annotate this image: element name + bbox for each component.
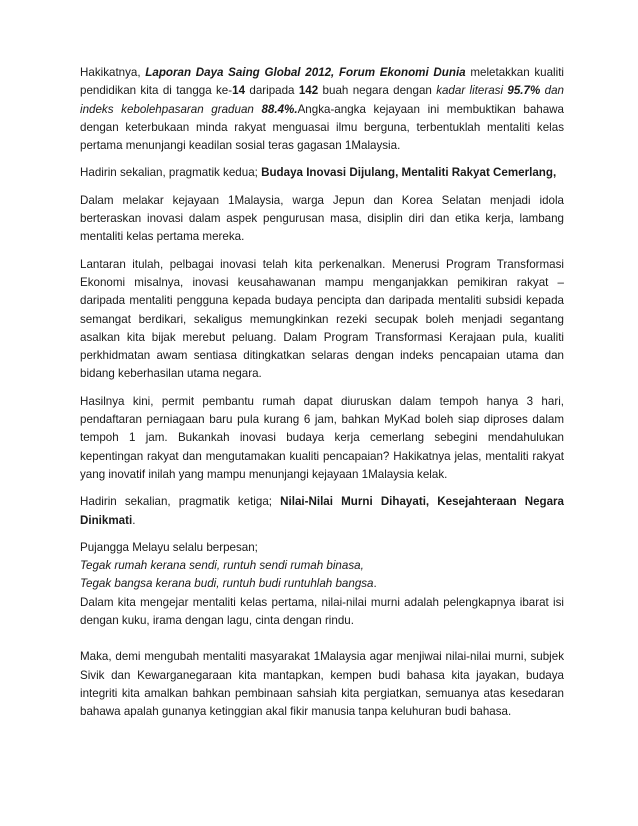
verse-line-2-end: . <box>373 577 377 591</box>
text-run: . <box>132 513 136 527</box>
text-run: Laporan Daya Saing Global 2012, Forum Ekonomi Dunia <box>145 66 466 79</box>
text-run: dan indeks kebolehpasaran graduan <box>80 84 564 116</box>
text-run: Angka-angka kejayaan ini membuktikan bahawa dengan keterbukaan minda rakyat menguasai ilmu berguna, terbentuklah mentaliti kelas pertama menunjangi keadilan sosial teras gagasan 1Malaysia. <box>80 102 564 153</box>
text-run: 88.4%. <box>261 102 298 116</box>
document-body <box>80 64 564 731</box>
text-run: 142 <box>298 84 319 98</box>
verse-paragraph <box>80 539 564 630</box>
paragraph <box>80 64 564 155</box>
paragraph <box>80 493 564 530</box>
text-run: Hakikatnya, <box>80 66 146 79</box>
verse-line-2-wrap <box>80 575 564 593</box>
verse-line-2: Tegak bangsa kerana budi, runtuh budi runtuhlah bangsa <box>80 577 374 591</box>
text-run: kadar literasi <box>436 84 508 98</box>
text-run: Hadirin sekalian, pragmatik ketiga; <box>80 495 281 509</box>
paragraph <box>80 256 564 384</box>
paragraph <box>80 393 564 484</box>
paragraph <box>80 164 564 182</box>
text-run: 95.7% <box>507 84 541 98</box>
verse-line-1: Tegak rumah kerana sendi, runtuh sendi rumah binasa, <box>80 559 364 573</box>
text-run: Hasilnya kini, permit pembantu rumah dapat diuruskan dalam tempoh hanya 3 hari, pendaftaran perniagaan baru pula kurang 6 jam, bahkan MyKad boleh siap diproses dalam tempoh 1 jam. Bukankah inovasi budaya kerja cemerlang sebegini mendahulukan kepentingan rakyat dan mengutamakan kualiti pencapaian? Hakikatnya jelas, mentaliti rakyat yang inovatif inilah yang mampu menunjangi kejayaan 1Malaysia kelak. <box>80 394 564 481</box>
text-run: daripada <box>245 84 299 98</box>
text-run: Dalam melakar kejayaan 1Malaysia, warga Jepun dan Korea Selatan menjadi idola berteraskan inovasi dalam aspek pengurusan masa, disiplin diri dan etika kerja, lambang mentaliti kelas pertama mereka. <box>80 193 564 244</box>
paragraph-container <box>80 64 564 530</box>
text-run: buah negara dengan <box>318 84 437 98</box>
verse-after-text: Dalam kita mengejar mentaliti kelas pertama, nilai-nilai murni adalah pelengkapnya ibarat isi dengan kuku, irama dengan lagu, cinta dengan rindu. <box>80 595 564 628</box>
text-run: 14 <box>232 84 246 98</box>
text-run: Hadirin sekalian, pragmatik kedua; <box>80 166 262 180</box>
text-run: Nilai-Nilai Murni Dihayati, Kesejahteraan Negara Dinikmati <box>80 495 565 527</box>
text-run: Budaya Inovasi Dijulang, Mentaliti Rakyat Cemerlang, <box>261 166 557 180</box>
text-run: Lantaran itulah, pelbagai inovasi telah kita perkenalkan. Menerusi Program Transformasi Ekonomi misalnya, inovasi keusahawanan mampu menganjakkan pemikiran rakyat – daripada mentaliti pengguna kepada budaya pencipta dan daripada mentaliti subsidi kepada semangat berdikari, sekaligus memungkinkan rezeki secupak boleh menjadi segantang asalkan kita bijak merebut peluang. Dalam Program Transformasi Kerajaan pula, kualiti perkhidmatan awam sentiasa ditingkatkan selaras dengan indeks pencapaian utama dan bidang keberhasilan utama negara. <box>80 257 564 381</box>
verse-intro: Pujangga Melayu selalu berpesan; <box>80 540 258 554</box>
text-run: meletakkan kualiti pendidikan kita di tangga ke- <box>80 66 564 98</box>
paragraph <box>80 192 564 247</box>
closing-paragraph: Maka, demi mengubah mentaliti masyarakat 1Malaysia agar menjiwai nilai-nilai murni, subjek Sivik dan Kewarganegaraan kita mantapkan, kempen budi bahasa kita jayakan, budaya integriti kita amalkan bahkan pembinaan sahsiah kita pergiatkan, semuanya atas kesedaran bahawa apalah gunanya ketinggian akal fikir manusia tanpa keluhuran budi bahasa. <box>80 650 564 719</box>
